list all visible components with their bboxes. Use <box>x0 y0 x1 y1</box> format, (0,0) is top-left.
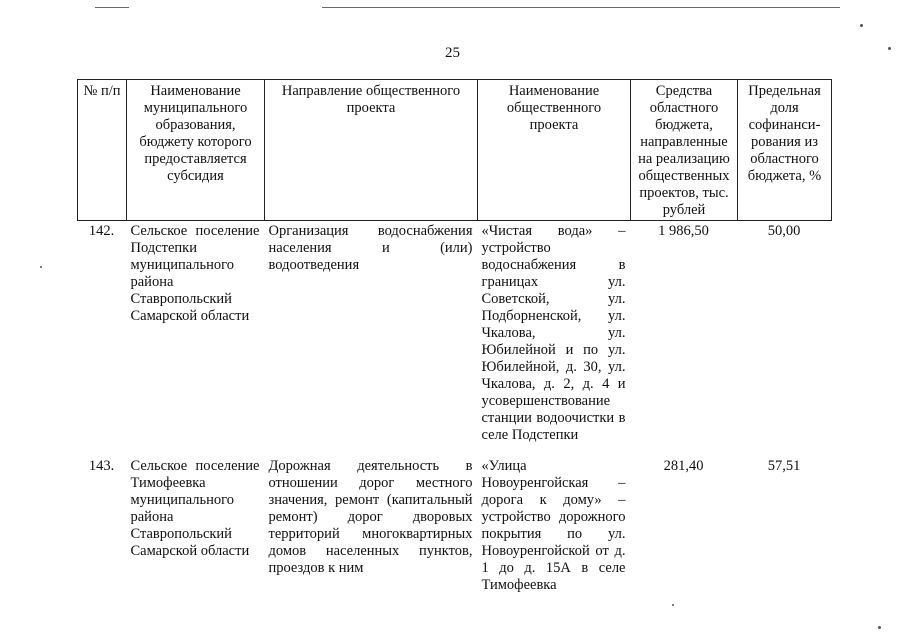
row-municipality: Сельское поселение Подстепки муниципального района Ставропольский Самарской области <box>130 223 260 324</box>
row-share: 50,00 <box>767 223 801 239</box>
scan-speck <box>40 266 42 268</box>
row-amount: 281,40 <box>663 458 704 474</box>
row-project: «Чистая вода» – устройство водоснабжения в границах ул. Советской, ул. Подборненской, ул. Чкалова, ул. Юбилейной и по ул. Юбилейной, д. 30, ул. Чкалова, д. 2, д. 4 и усовершенствование станции водоочистки в селе Подстепки <box>481 223 626 443</box>
scan-speck <box>878 626 881 629</box>
header-municipality: Наименование муниципального образования, бюджету которого предоставляется субсидия <box>127 80 265 221</box>
row-municipality: Сельское поселение Тимофеевка муниципального района Ставропольский Самарской области <box>130 458 260 559</box>
row-direction: Организация водоснабжения населения и (или) водоотведения <box>268 223 473 273</box>
scan-edge-line-right <box>322 7 840 8</box>
scan-speck <box>860 24 863 27</box>
scan-edge-line-left <box>95 7 129 8</box>
table-row <box>78 456 832 594</box>
table-row <box>78 221 832 457</box>
subsidy-table <box>77 79 832 594</box>
scan-speck <box>672 604 674 606</box>
table-header-row <box>78 80 832 221</box>
row-share: 57,51 <box>767 458 801 474</box>
header-direction: Направление общественного проекта <box>265 80 478 221</box>
header-share: Предельная доля софинансирования из областного бюджета, % <box>738 80 832 221</box>
header-funds: Средства областного бюджета, направленные на реализацию общественных проектов, тыс. рублей <box>631 80 738 221</box>
row-direction: Дорожная деятельность в отношении дорог местного значения, ремонт (капитальный ремонт) дорог дворовых территорий многоквартирных домов населенных пунктов, проездов к ним <box>268 458 473 576</box>
header-project: Наименование общественного проекта <box>478 80 631 221</box>
row-amount: 1 986,50 <box>658 223 709 239</box>
row-number: 142. <box>88 223 115 239</box>
row-number: 143. <box>88 458 115 474</box>
row-project: «Улица Новоуренгойская – дорога к дому» – устройство дорожного покрытия по ул. Новоуренгойской от д. 1 до д. 15А в селе Тимофеевка <box>481 458 626 593</box>
header-num: № п/п <box>78 80 127 221</box>
page-number: 25 <box>445 45 460 61</box>
